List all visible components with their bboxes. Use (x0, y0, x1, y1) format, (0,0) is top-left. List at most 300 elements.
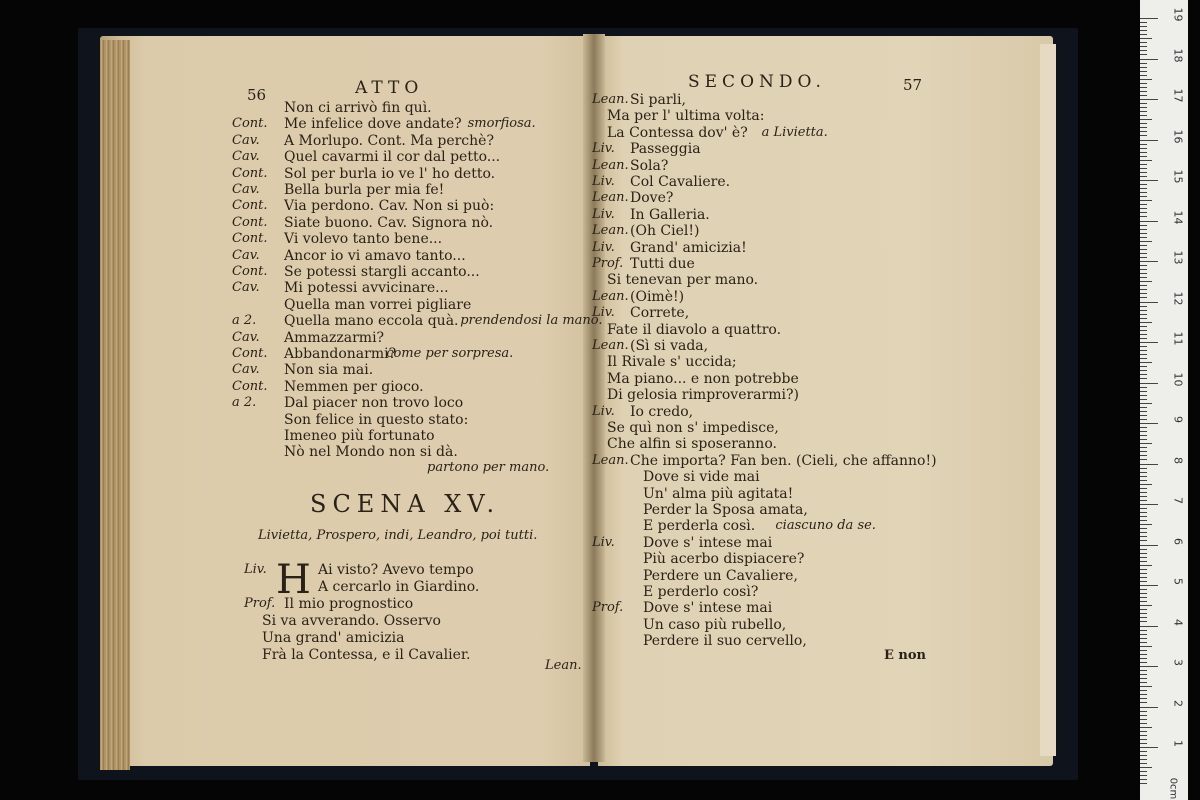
ruler-tick (1140, 338, 1147, 339)
ruler-tick (1140, 735, 1147, 736)
ruler-tick (1140, 431, 1147, 432)
ruler-tick (1140, 87, 1147, 88)
verse-line: Un caso più rubello, (643, 616, 787, 633)
verse-line: E perderlo così? (643, 584, 759, 600)
ruler-tick (1140, 221, 1158, 222)
speaker-label: Cav. (232, 182, 260, 197)
ruler-tick (1140, 492, 1147, 493)
ruler-tick (1140, 638, 1147, 639)
ruler-tick (1140, 358, 1147, 359)
verse-line: E perderla così. (643, 518, 756, 535)
ruler-tick (1140, 621, 1147, 622)
ruler-tick (1140, 654, 1147, 655)
ruler-tick (1140, 119, 1152, 120)
ruler-tick (1140, 658, 1147, 659)
speaker-label: Cont. (232, 378, 268, 394)
ruler-tick (1140, 411, 1147, 412)
ruler-tick (1140, 277, 1147, 278)
verse-line: Perder la Sposa amata, (643, 502, 808, 518)
verse-line: Mi potessi avvicinare... (284, 280, 449, 297)
ruler-tick (1140, 30, 1147, 31)
ruler-tick (1140, 54, 1147, 55)
verse-line: Si tenevan per mano. (607, 272, 759, 289)
ruler-tick (1140, 261, 1158, 262)
verse-line: Frà la Contessa, e il Cavalier. (262, 647, 471, 663)
ruler-tick (1140, 79, 1152, 80)
verse-line: Si va avverando. Osservo (262, 613, 441, 629)
verse-line: Siate buono. Cav. Signora nò. (284, 214, 494, 231)
verse-line: Quella man vorrei pigliare (284, 296, 472, 313)
ruler-tick (1140, 698, 1147, 699)
ruler-tick (1140, 265, 1147, 266)
ruler-tick (1140, 350, 1147, 351)
ruler-tick (1140, 107, 1147, 108)
verse-line: Non sia mai. (284, 362, 374, 379)
ruler-tick (1140, 690, 1147, 691)
ruler-tick (1140, 459, 1147, 460)
verse-line: A Morlupo. Cont. Ma perchè? (284, 132, 494, 149)
stage-direction: a Livietta. (761, 124, 828, 140)
verse-line: Dove si vide mai (643, 469, 760, 486)
ruler-tick (1140, 589, 1147, 590)
speaker-label: Liv. (592, 174, 615, 189)
ruler-tick (1140, 472, 1147, 473)
ruler-tick (1140, 540, 1147, 541)
ruler-tick (1140, 719, 1147, 720)
verse-line: Si parli, (630, 92, 686, 108)
right-page-number: 57 (903, 76, 923, 94)
ruler-tick (1140, 148, 1147, 149)
ruler-number: 4 (1171, 618, 1185, 626)
ruler-tick (1140, 269, 1147, 270)
ruler-tick (1140, 140, 1158, 141)
ruler-tick (1140, 739, 1147, 740)
ruler-tick (1140, 366, 1147, 367)
ruler-tick (1140, 516, 1147, 517)
ruler-tick (1140, 273, 1147, 274)
ruler-tick (1140, 95, 1147, 96)
ruler-tick (1140, 707, 1158, 708)
ruler-tick (1140, 488, 1147, 489)
drop-cap: H (276, 557, 311, 603)
speaker-label: Lean. (592, 92, 629, 107)
ruler-tick (1140, 38, 1152, 39)
ruler-tick (1140, 59, 1158, 60)
ruler-tick (1140, 484, 1152, 485)
verse-line: (Oimè!) (630, 288, 685, 305)
ruler-tick (1140, 403, 1152, 404)
speaker-label: Lean. (592, 157, 629, 173)
ruler-tick (1140, 662, 1147, 663)
ruler-tick (1140, 212, 1147, 213)
ruler-tick (1140, 172, 1147, 173)
ruler-tick (1140, 532, 1147, 533)
ruler-tick (1140, 711, 1147, 712)
verse-line: Quel cavarmi il cor dal petto... (284, 149, 501, 166)
ruler-number: 3 (1171, 659, 1185, 666)
ruler-tick (1140, 144, 1147, 145)
verse-line: Nemmen per gioco. (284, 378, 424, 395)
ruler-number: 14 (1171, 210, 1185, 224)
verse-line: Me infelice dove andate? (284, 116, 462, 133)
ruler-tick (1140, 536, 1147, 537)
ruler-tick (1140, 285, 1147, 286)
ruler-tick (1140, 370, 1147, 371)
ruler-tick (1140, 26, 1147, 27)
ruler-tick (1140, 634, 1147, 635)
speaker-label: Cont. (232, 198, 268, 214)
verse-line: Passeggia (630, 141, 701, 158)
ruler-tick (1140, 549, 1147, 550)
speaker-label: Cav. (232, 149, 260, 165)
ruler-tick (1140, 557, 1147, 558)
ruler-tick (1140, 666, 1158, 667)
ruler-tick (1140, 731, 1147, 732)
verse-line: Non ci arrivò fin quì. (284, 100, 432, 116)
ruler-tick (1140, 573, 1147, 574)
ruler-tick (1140, 192, 1147, 193)
ruler-tick (1140, 127, 1147, 128)
ruler-tick (1140, 378, 1147, 379)
ruler-tick (1140, 253, 1147, 254)
ruler-tick (1140, 115, 1147, 116)
ruler-tick (1140, 427, 1147, 428)
ruler-tick (1140, 156, 1147, 157)
verse-line: Perdere un Cavaliere, (643, 567, 798, 584)
speaker-label: Prof. (592, 256, 624, 271)
ruler-tick (1140, 18, 1158, 19)
ruler-tick (1140, 135, 1147, 136)
speaker-label: Cav. (232, 362, 260, 378)
speaker-label: Cav. (232, 247, 260, 263)
speaker-label: Liv. (592, 206, 615, 222)
verse-line: Bella burla per mia fe! (284, 182, 445, 198)
verse-line: Di gelosia rimproverarmi?) (607, 387, 799, 404)
ruler-number: 7 (1171, 497, 1185, 504)
ruler-tick (1140, 581, 1147, 582)
ruler-tick (1140, 415, 1147, 416)
ruler-tick (1140, 407, 1147, 408)
ruler-tick (1140, 642, 1147, 643)
scene-cast: Livietta, Prospero, indi, Leandro, poi tutti. (258, 528, 538, 543)
ruler-tick (1140, 204, 1147, 205)
ruler-tick (1140, 67, 1147, 68)
ruler-number: 10 (1171, 372, 1185, 386)
verse-line: Abbandonarmi? (284, 346, 397, 362)
verse-line: Quella mano eccola quà. (284, 313, 459, 330)
ruler-tick (1140, 103, 1147, 104)
verse-line: Dove s' intese mai (643, 600, 773, 617)
ruler-tick (1140, 423, 1158, 424)
ruler-tick (1140, 306, 1147, 307)
speaker-label: Liv. (592, 305, 615, 321)
ruler-tick (1140, 257, 1147, 258)
verse-line: Il Rivale s' uccida; (607, 354, 737, 371)
ruler-tick (1140, 747, 1158, 748)
ruler-tick (1140, 443, 1152, 444)
catchword: Lean. (545, 658, 582, 673)
verse-line: Che importa? Fan ben. (Cieli, che affanno!) (630, 452, 937, 469)
ruler-tick (1140, 196, 1147, 197)
ruler-tick (1140, 779, 1147, 780)
ruler-number: 11 (1171, 331, 1185, 346)
ruler-tick (1140, 545, 1158, 546)
verse-line: Grand' amicizia! (630, 239, 747, 256)
ruler-tick (1140, 775, 1147, 776)
measurement-ruler (1140, 0, 1188, 800)
ruler-tick (1140, 249, 1147, 250)
speaker-label: Lean. (592, 288, 629, 304)
ruler-tick (1140, 678, 1147, 679)
ruler-number: 13 (1171, 250, 1185, 265)
ruler-tick (1140, 476, 1147, 477)
ruler-tick (1140, 297, 1147, 298)
verse-line: Perdere il suo cervello, (643, 633, 807, 650)
ruler-tick (1140, 164, 1147, 165)
speaker-label: Cont. (232, 214, 268, 230)
ruler-tick (1140, 682, 1147, 683)
ruler-tick (1140, 626, 1158, 627)
ruler-tick (1140, 176, 1147, 177)
ruler-tick (1140, 500, 1147, 501)
ruler-tick (1140, 184, 1147, 185)
ruler-tick (1140, 439, 1147, 440)
ruler-tick (1140, 605, 1152, 606)
verse-line: Il mio prognostico (284, 596, 414, 612)
verse-line: Son felice in questo stato: (284, 411, 469, 428)
speaker-label: Lean. (592, 338, 629, 353)
speaker-label: Liv. (592, 141, 615, 157)
ruler-tick (1140, 743, 1147, 744)
ruler-tick (1140, 225, 1147, 226)
verse-line: Tutti due (630, 256, 695, 272)
ruler-tick (1140, 281, 1152, 282)
ruler-tick (1140, 504, 1158, 505)
verse-line: La Contessa dov' è? (607, 124, 748, 141)
ruler-tick (1140, 601, 1147, 602)
verse-line: Una grand' amicizia (262, 630, 405, 646)
ruler-number: 1 (1171, 740, 1185, 747)
ruler-tick (1140, 383, 1158, 384)
ruler-tick (1140, 322, 1152, 323)
ruler-tick (1140, 395, 1147, 396)
ruler-tick (1140, 314, 1147, 315)
ruler-tick (1140, 326, 1147, 327)
ruler-tick (1140, 715, 1147, 716)
ruler-tick (1140, 22, 1147, 23)
speaker-label: Cav. (232, 280, 260, 296)
verse-line: Ai visto? Avevo tempo (318, 562, 474, 578)
verse-line: Ammazzarmi? (284, 329, 385, 346)
verse-line: Dove? (630, 190, 674, 207)
ruler-tick (1140, 237, 1147, 238)
verse-line: Un' alma più agitata! (643, 485, 794, 502)
speaker-label: Lean. (592, 452, 629, 468)
ruler-tick (1140, 646, 1152, 647)
ruler-tick (1140, 302, 1158, 303)
scene-title: SCENA XV. (310, 490, 501, 518)
left-running-header: ATTO (355, 78, 424, 98)
speaker-label: Liv. (592, 403, 615, 419)
ruler-tick (1140, 334, 1147, 335)
ruler-tick (1140, 50, 1147, 51)
speaker-label: Lean. (592, 190, 629, 206)
verse-line: In Galleria. (630, 206, 710, 223)
ruler-tick (1140, 727, 1152, 728)
ruler-tick (1140, 630, 1147, 631)
ruler-tick (1140, 42, 1147, 43)
verse-line: Se quì non s' impedisce, (607, 420, 779, 436)
ruler-number: 19 (1171, 7, 1185, 22)
ruler-tick (1140, 451, 1147, 452)
ruler-tick (1140, 468, 1147, 469)
ruler-tick (1140, 131, 1147, 132)
stage-direction: smorfiosa. (467, 116, 536, 132)
ruler-tick (1140, 71, 1147, 72)
speaker-label: Cont. (232, 116, 268, 132)
ruler-tick (1140, 168, 1147, 169)
ruler-tick (1140, 374, 1147, 375)
ruler-tick (1140, 419, 1147, 420)
ruler-tick (1140, 694, 1147, 695)
ruler-tick (1140, 318, 1147, 319)
ruler-tick (1140, 650, 1147, 651)
verse-line: Io credo, (630, 403, 694, 420)
ruler-tick (1140, 508, 1147, 509)
ruler-number: 16 (1171, 129, 1185, 143)
ruler-tick (1140, 330, 1147, 331)
stage-direction: ciascuno da se. (775, 518, 876, 534)
speaker-label: a 2. (232, 313, 257, 329)
ruler-tick (1140, 160, 1152, 161)
verse-line: Sola? (630, 157, 669, 174)
speaker-label: Cont. (232, 231, 268, 247)
speaker-label: Cont. (232, 264, 268, 279)
speaker-label: Lean. (592, 223, 629, 239)
right-page-edges (1040, 44, 1056, 756)
ruler-tick (1140, 674, 1147, 675)
ruler-tick (1140, 524, 1152, 525)
ruler-tick (1140, 111, 1147, 112)
verse-line: Più acerbo dispiacere? (643, 551, 805, 568)
ruler-tick (1140, 83, 1147, 84)
ruler-tick (1140, 229, 1147, 230)
speaker-label: Cav. (232, 132, 260, 148)
ruler-tick (1140, 387, 1147, 388)
ruler-tick (1140, 241, 1152, 242)
verse-line: Dove s' intese mai (643, 534, 773, 551)
verse-line: Ancor io vi amavo tanto... (284, 247, 466, 264)
speaker-label: Cav. (232, 329, 260, 345)
ruler-tick (1140, 771, 1147, 772)
ruler-tick (1140, 391, 1147, 392)
ruler-tick (1140, 686, 1152, 687)
right-running-header: SECONDO. (688, 72, 826, 92)
verse-line: Se potessi stargli accanto... (284, 264, 480, 280)
ruler-tick (1140, 767, 1152, 768)
speaker-label: Prof. (592, 600, 624, 616)
speaker-label: Cont. (232, 165, 268, 181)
catchword: E non (884, 648, 927, 663)
ruler-unit-label: 0cm (1167, 777, 1179, 800)
ruler-tick (1140, 480, 1147, 481)
ruler-number: 15 (1171, 169, 1185, 184)
verse-line: Col Cavaliere. (630, 174, 731, 190)
ruler-tick (1140, 399, 1147, 400)
ruler-tick (1140, 180, 1158, 181)
verse-line: Imeneo più fortunato (284, 428, 435, 444)
ruler-tick (1140, 233, 1147, 234)
speaker-label: Liv. (592, 239, 615, 255)
speaker-label: a 2. (232, 395, 257, 411)
ruler-tick (1140, 569, 1147, 570)
ruler-tick (1140, 464, 1158, 465)
stage-direction: come per sorpresa. (386, 346, 514, 361)
ruler-tick (1140, 593, 1147, 594)
verse-line: A cercarlo in Giardino. (318, 579, 480, 595)
ruler-tick (1140, 585, 1158, 586)
speaker-label: Liv. (592, 534, 615, 550)
ruler-number: 17 (1171, 88, 1185, 103)
ruler-tick (1140, 99, 1158, 100)
verse-line: Nò nel Mondo non si dà. (284, 444, 458, 461)
verse-line: Vi volevo tanto bene... (284, 231, 443, 248)
verse-line: Ma per l' ultima volta: (607, 108, 765, 125)
ruler-tick (1140, 200, 1152, 201)
ruler-number: 2 (1171, 699, 1185, 707)
left-page-edges (100, 40, 130, 770)
ruler-tick (1140, 759, 1147, 760)
ruler-tick (1140, 455, 1147, 456)
ruler-tick (1140, 435, 1147, 436)
ruler-tick (1140, 702, 1147, 703)
ruler-tick (1140, 783, 1147, 784)
ruler-tick (1140, 91, 1147, 92)
ruler-tick (1140, 597, 1147, 598)
verse-line: Sol per burla io ve l' ho detto. (284, 165, 496, 182)
verse-line: Ma piano... e non potrebbe (607, 370, 799, 387)
ruler-tick (1140, 512, 1147, 513)
verse-line: Via perdono. Cav. Non si può: (284, 198, 495, 215)
ruler-tick (1140, 75, 1147, 76)
ruler-tick (1140, 528, 1147, 529)
left-page-number: 56 (247, 86, 267, 104)
ruler-tick (1140, 613, 1147, 614)
ruler-tick (1140, 188, 1147, 189)
ruler-number: 8 (1171, 456, 1185, 464)
ruler-number: 12 (1171, 291, 1185, 305)
verse-line: Fate il diavolo a quattro. (607, 321, 782, 338)
ruler-tick (1140, 577, 1147, 578)
ruler-tick (1140, 520, 1147, 521)
verse-line: (Oh Ciel!) (630, 223, 700, 240)
ruler-tick (1140, 293, 1147, 294)
ruler-tick (1140, 755, 1147, 756)
verse-line: (Sì si vada, (630, 338, 709, 354)
ruler-tick (1140, 362, 1152, 363)
ruler-tick (1140, 609, 1147, 610)
ruler-tick (1140, 245, 1147, 246)
ruler-tick (1140, 46, 1147, 47)
ruler-tick (1140, 496, 1147, 497)
ruler-tick (1140, 447, 1147, 448)
ruler-tick (1140, 310, 1147, 311)
ruler-tick (1140, 216, 1147, 217)
ruler-tick (1140, 670, 1147, 671)
ruler-tick (1140, 553, 1147, 554)
ruler-tick (1140, 617, 1147, 618)
ruler-number: 5 (1171, 578, 1185, 585)
